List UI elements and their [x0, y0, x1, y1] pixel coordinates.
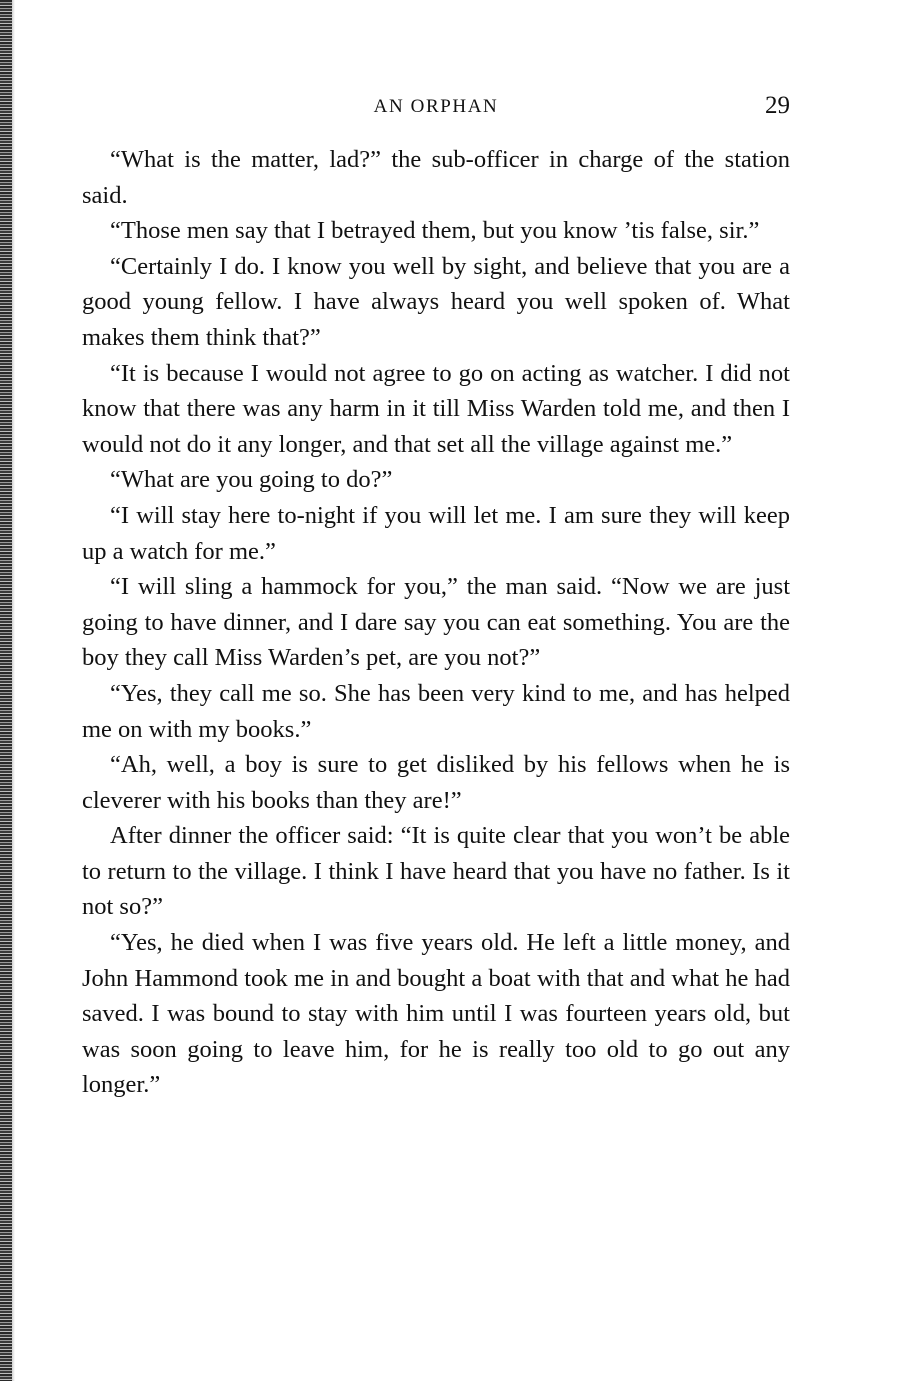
paragraph: “What are you going to do?”	[110, 466, 393, 494]
book-binding-edge	[0, 0, 12, 1381]
page-number: 29	[765, 92, 790, 119]
running-head	[82, 92, 790, 122]
paragraph: “Those men say that I betrayed them, but you know ’tis false, sir.”	[110, 217, 760, 245]
paragraph: “Certainly I do. I know you well by sight, and believe that you are a good young fellow. I have always heard you well spoken of. What makes them think that?”	[82, 252, 790, 351]
paragraph: “I will sling a hammock for you,” the man said. “Now we are just going to have dinner, and I dare say you can eat something. You are the boy they call Miss Warden’s pet, are you not?”	[82, 573, 790, 672]
chapter-title: AN ORPHAN	[373, 96, 499, 117]
paragraph: “Ah, well, a boy is sure to get disliked by his fellows when he is cleverer with his books than they are!”	[82, 751, 790, 814]
paragraph: “I will stay here to-night if you will let me. I am sure they will keep up a watch for me.”	[82, 501, 790, 565]
body-text	[82, 142, 790, 1103]
paragraph: “It is because I would not agree to go on acting as watcher. I did not know that there was any harm in it till Miss Warden told me, and then I would not do it any longer, and that set all the village against me.”	[82, 359, 790, 458]
paragraph: After dinner the officer said: “It is quite clear that you won’t be able to return to the village. I think I have heard that you have no father. Is it not so?”	[82, 822, 790, 921]
paragraph: “What is the matter, lad?” the sub-officer in charge of the station said.	[82, 146, 790, 209]
paragraph: “Yes, he died when I was five years old. He left a little money, and John Hammond took me in and bought a boat with that and what he had saved. I was bound to stay with him until I was fourteen years old, but was soon going to leave him, for he is really too old to go out any longer.”	[82, 929, 790, 1099]
paragraph: “Yes, they call me so. She has been very kind to me, and has helped me on with my books.”	[82, 679, 790, 743]
